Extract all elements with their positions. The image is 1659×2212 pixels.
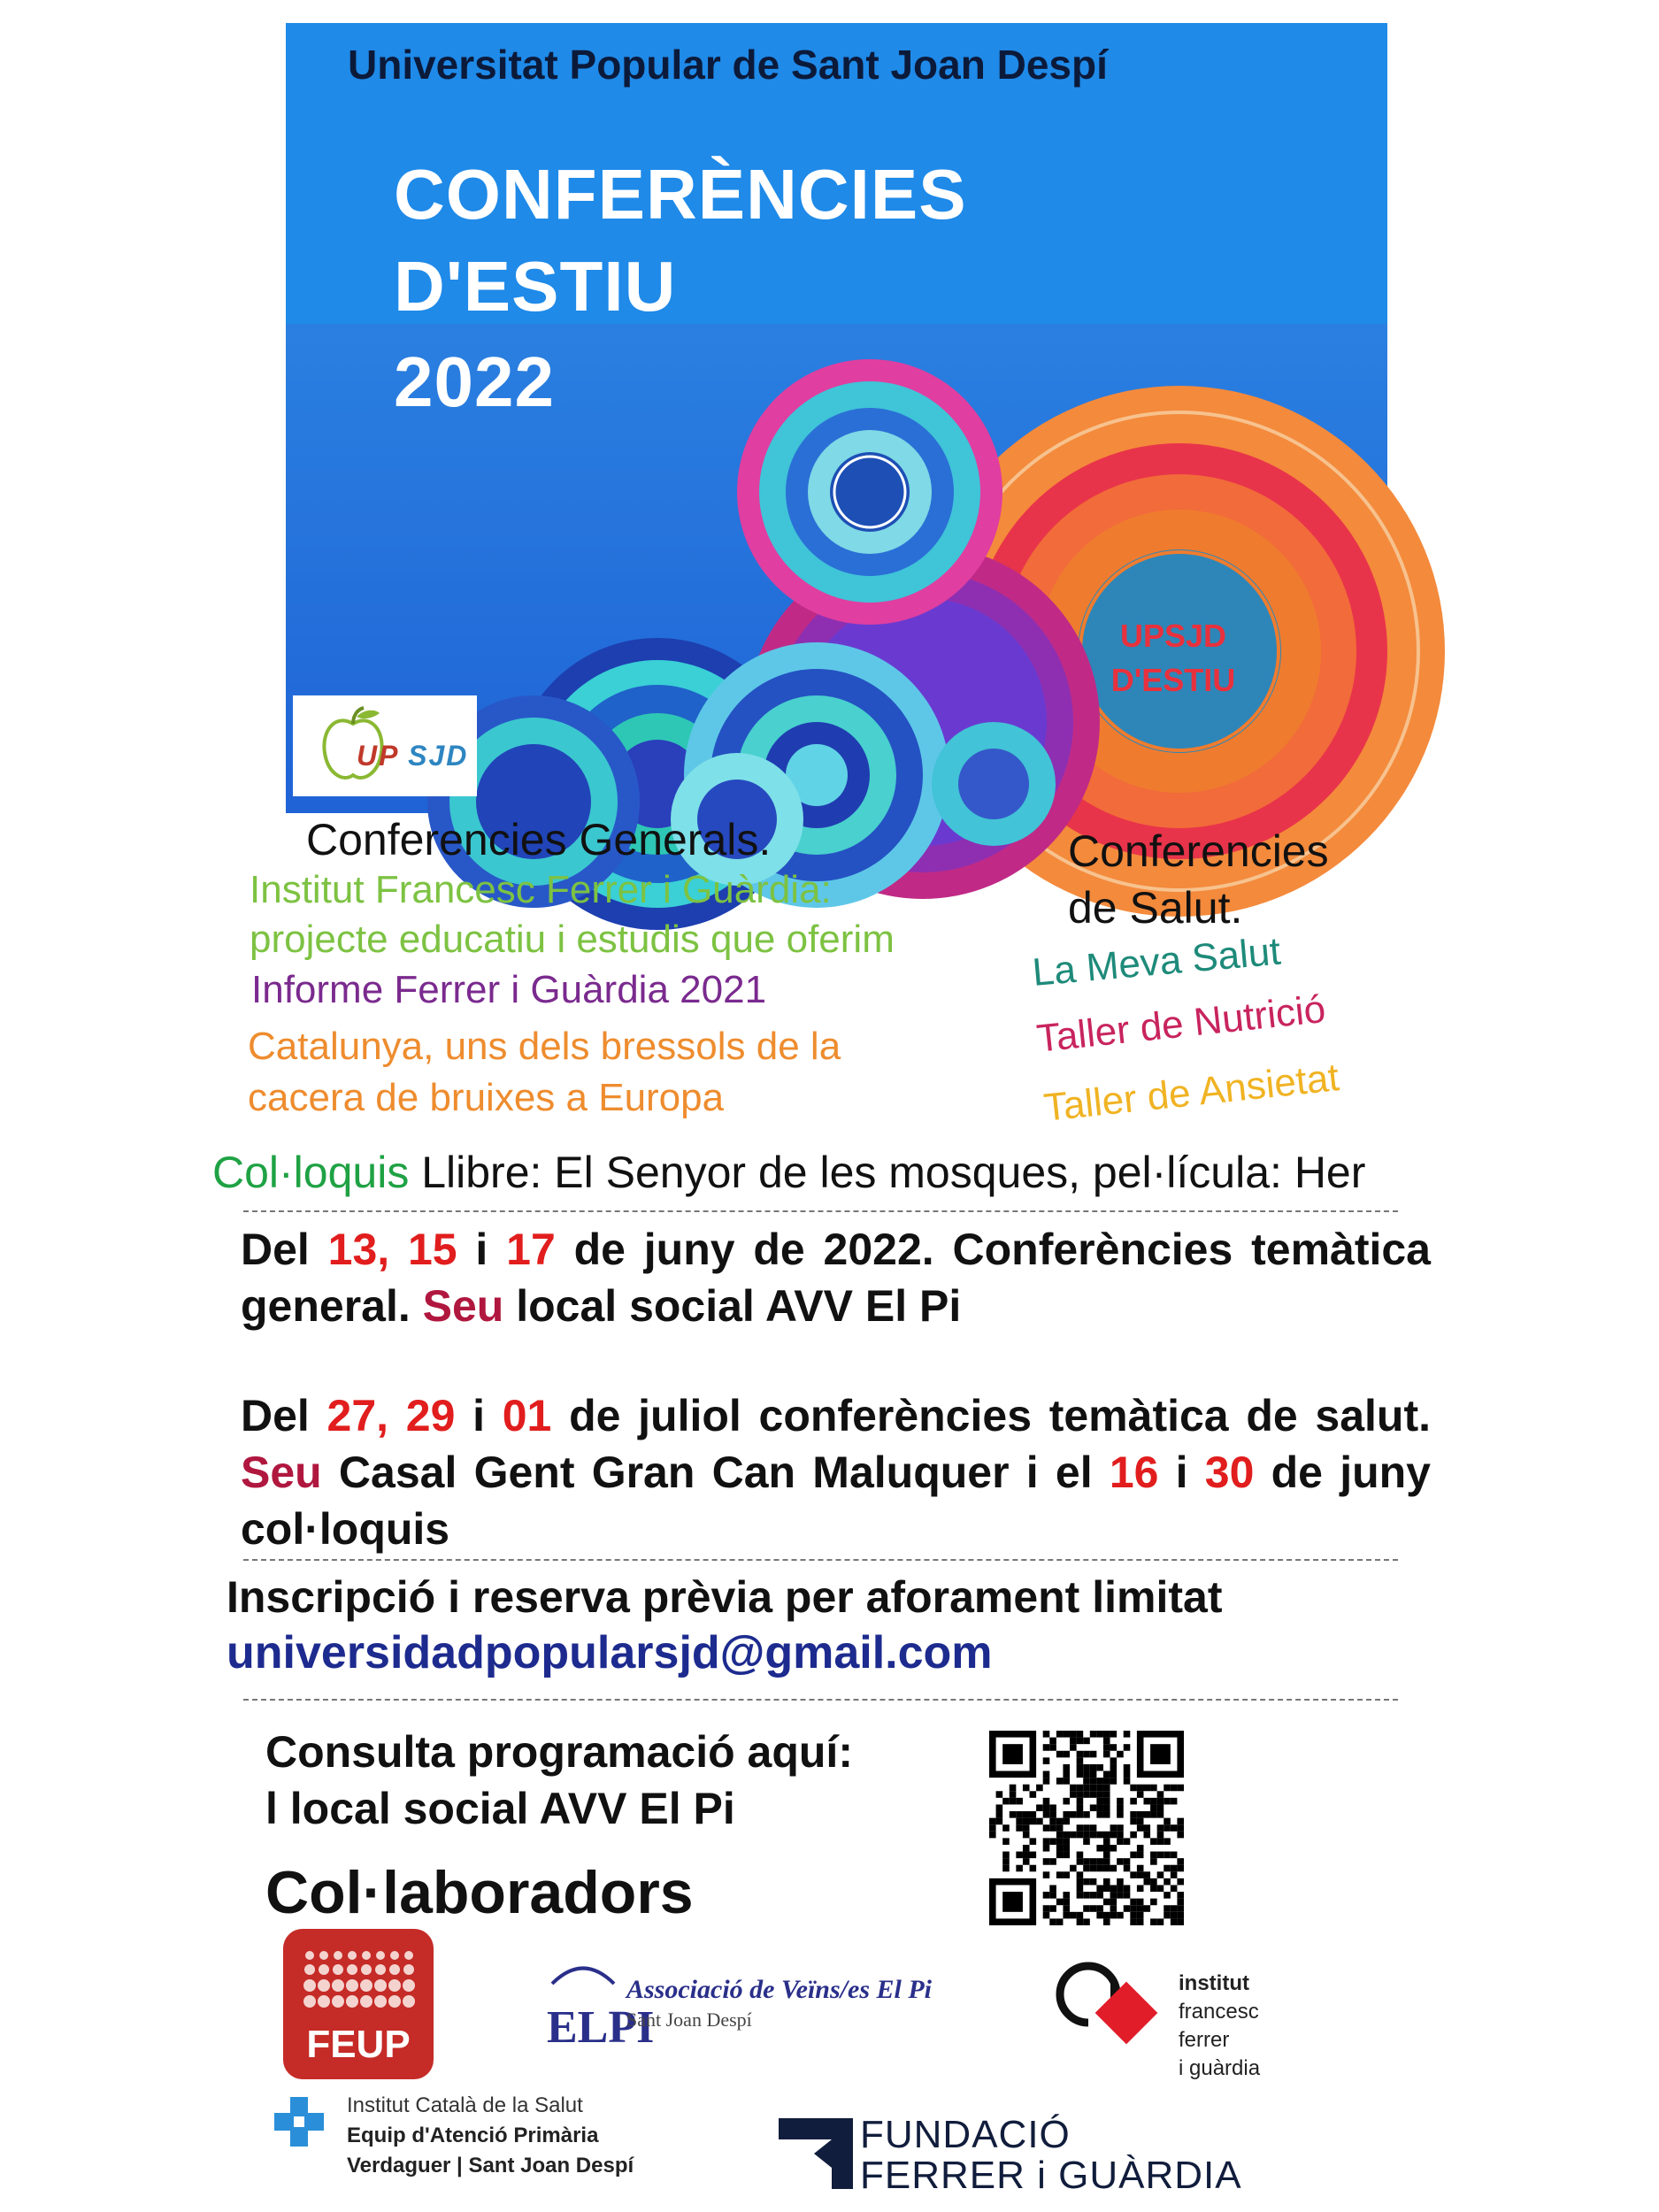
health-item-la-meva-salut: La Meva Salut [1030,929,1283,995]
inscription-text: Inscripció i reserva prèvia per aforament limitat [227,1572,1223,1622]
upsjd-logo [293,695,477,796]
ics-name: Institut Català de la Salut [347,2093,583,2117]
health-conferences-heading: Conferencies de Salut. [1068,826,1329,933]
logo-text: UP SJD [357,740,469,772]
divider [243,1699,1398,1701]
feup-logo [283,1929,434,2079]
fundacio-line-1: FUNDACIÓ [860,2113,1071,2156]
health-item-ansietat: Taller de Ansietat [1041,1056,1341,1130]
schedule-general: Del 13, 15 i 17 de juny de 2022. Conferències temàtica general. Seu local social AVV El Pi [241,1225,1431,1331]
avv-name: Associació de Veïns/es El Pi [626,1975,932,2004]
general-item-informe: Informe Ferrer i Guàrdia 2021 [251,968,767,1011]
general-item-catalunya: Catalunya, uns dels bressols de la cacera de bruixes a Europa [248,1025,841,1119]
contact-email-link[interactable]: universidadpopularsjd@gmail.com [227,1627,993,1678]
qr-code[interactable] [989,1731,1184,1925]
feup-dots-graphic [301,1947,416,2017]
iffg-logo-mark [1062,1961,1168,2058]
general-item-institut: Institut Francesc Ferrer i Guàrdia: projecte educatiu i estudis que oferim [250,868,895,961]
health-item-nutricio: Taller de Nutrició [1034,987,1328,1061]
ics-location: Verdaguer | Sant Joan Despí [347,2154,634,2177]
avv-location: Sant Joan Despí [626,2008,752,2031]
fundacio-line-2: FERRER i GUÀRDIA [860,2154,1242,2197]
organizer-name: Universitat Popular de Sant Joan Despí [348,42,1108,88]
banner-title-line-3: 2022 [394,342,555,421]
banner-title-line-2: D'ESTIU [394,247,677,326]
iffg-name: institut francesc ferrer i guàrdia [1179,1971,1261,2080]
elpi-logo-mark [543,1957,655,2055]
divider [243,1210,1398,1212]
ics-team: Equip d'Atenció Primària [347,2124,599,2147]
colloquis-label: Col·loquis [212,1148,410,1197]
badge-line-1: UPSJD [1119,618,1227,654]
fundacio-logo-mark [779,2115,853,2189]
colloquis-line [212,1147,1365,1198]
upsjd-badge [1089,614,1257,703]
svg-text:ELPI: ELPI [547,2002,655,2053]
program-consult-text: Consulta programació aquí: l local social AVV El Pi [265,1727,853,1833]
colloquis-text: Llibre: El Senyor de les mosques, pel·lícula: Her [409,1148,1366,1197]
feup-text: FEUP [306,2023,411,2066]
divider [243,1559,1398,1561]
ics-cross-icon [273,2095,326,2148]
banner-title-line-1: CONFERÈNCIES [394,155,967,234]
general-conferences-heading: Conferencies Generals. [306,815,772,864]
collaborators-heading: Col·laboradors [265,1859,694,1926]
schedule-health: Del 27, 29 i 01 de juliol conferències temàtica de salut. Seu Casal Gent Gran Can Maluquer i el 16 i 30 de juny col·loquis [241,1391,1431,1554]
badge-line-2: D'ESTIU [1110,662,1236,698]
event-banner [286,23,1387,813]
